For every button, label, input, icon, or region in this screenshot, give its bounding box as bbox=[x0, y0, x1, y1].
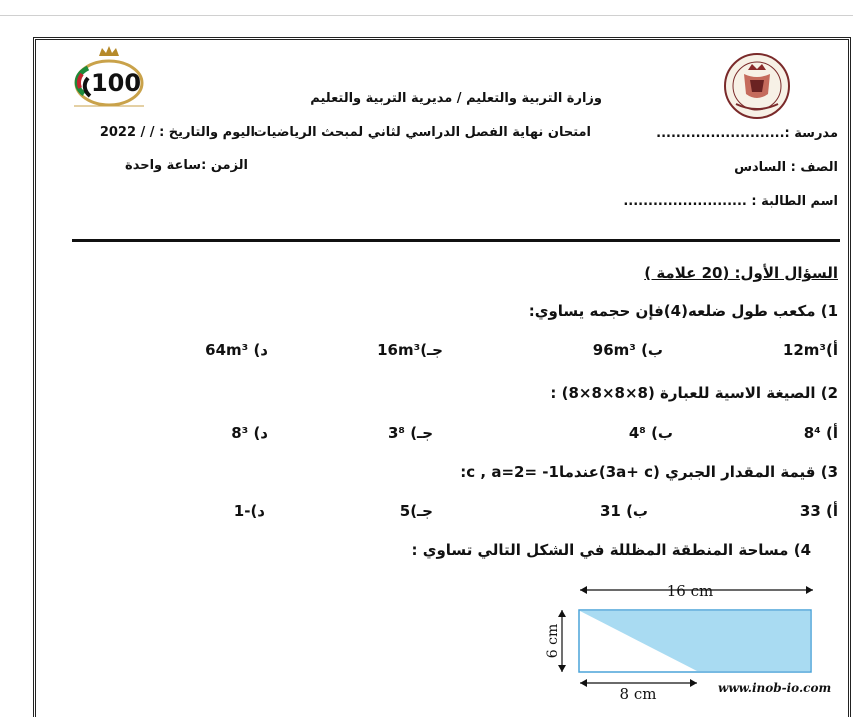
student-name-field: اسم الطالبة : ......................... bbox=[623, 194, 838, 209]
crown-icon bbox=[99, 46, 119, 56]
q1-item4-stem: 4) مساحة المنطقة المظللة في الشكل التالي تساوي : bbox=[411, 541, 811, 559]
q1-item2-stem: 2) الصيغة الاسية للعبارة (8×8×8×8) : bbox=[550, 384, 838, 402]
class-field: الصف : السادس bbox=[734, 160, 838, 175]
side-dimension-label: 6 cm bbox=[545, 623, 561, 659]
q1-item3-option-b: ب) 31 bbox=[599, 502, 648, 520]
q1-item3-option-a: أ) 33 bbox=[799, 502, 838, 520]
header-divider bbox=[72, 239, 840, 242]
school-field bbox=[656, 126, 838, 141]
q1-item1-stem: 1) مكعب طول ضلعه(4)فإن حجمه يساوي: bbox=[528, 302, 838, 320]
ministry-heading: وزارة التربية والتعليم / مديرية التربية والتعليم bbox=[310, 91, 602, 106]
q1-item2-option-c: جـ) 3⁸ bbox=[387, 424, 433, 442]
q1-item3-option-d: د)-1 bbox=[233, 502, 265, 520]
q1-item1-option-a: أ)12m³ bbox=[782, 341, 838, 359]
q1-item3-stem: 3) قيمة المقدار الجبري (3a+ c)عندما1- =c , a=2: bbox=[460, 463, 838, 481]
q1-item2-option-a: أ) 8⁴ bbox=[803, 424, 838, 442]
question1-title: السؤال الأول: (20 علامة ) bbox=[644, 264, 838, 282]
date-field: اليوم والتاريخ : / / 2022 bbox=[99, 125, 255, 140]
school-label: مدرسة :.......................... bbox=[656, 126, 838, 141]
website-watermark: www.inob-io.com bbox=[718, 681, 832, 695]
centenary-logo bbox=[66, 44, 152, 114]
time-field: الزمن :ساعة واحدة bbox=[125, 158, 248, 173]
q1-item2-option-d: د) 8³ bbox=[231, 424, 268, 442]
bottom-dimension-label: 8 cm bbox=[619, 685, 657, 703]
q1-item1-option-d: د) 64m³ bbox=[205, 341, 268, 359]
q1-item3-option-c: جـ)5 bbox=[399, 502, 433, 520]
q1-item1-option-c: جـ)16m³ bbox=[377, 341, 443, 359]
top-dimension-label: 16 cm bbox=[666, 582, 714, 600]
q1-item2-option-b: ب) 4⁸ bbox=[628, 424, 673, 442]
q1-item1-option-b: ب) 96m³ bbox=[592, 341, 663, 359]
emblem-icon bbox=[714, 50, 800, 122]
centenary-logo-text: 100 bbox=[90, 69, 142, 97]
exam-title: امتحان نهاية الفصل الدراسي لثاني لمبحث الرياضيات bbox=[253, 125, 591, 140]
page-top-divider bbox=[0, 15, 853, 16]
